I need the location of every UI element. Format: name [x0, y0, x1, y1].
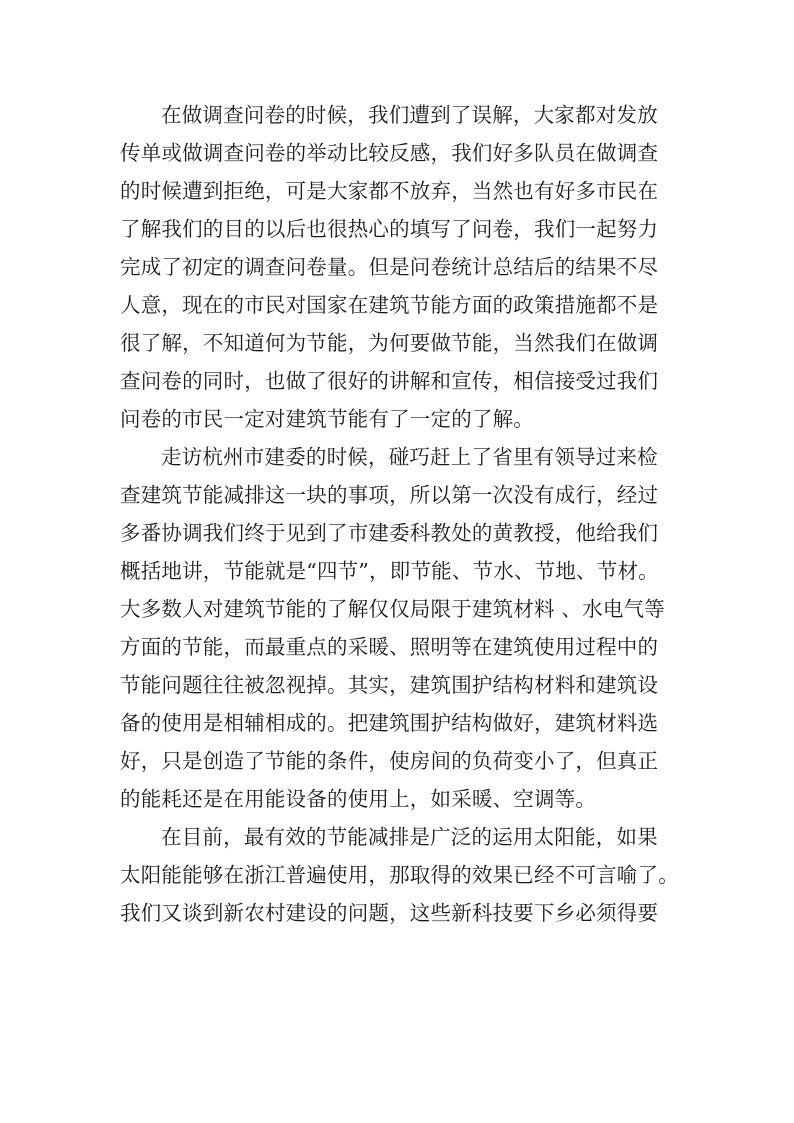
- paragraph-1-line-4: 了解我们的目的以后也很热心的填写了问卷，我们一起努力: [120, 217, 659, 241]
- paragraph-2-line-9: 好，只是创造了节能的条件，使房间的负荷变小了，但真正: [120, 749, 659, 773]
- paragraph-1-line-3: 的时候遭到拒绝，可是大家都不放弃，当然也有好多市民在: [120, 179, 659, 203]
- paragraph-2-line-6: 方面的节能，而最重点的采暖、照明等在建筑使用过程中的: [120, 635, 659, 659]
- paragraph-3-line-2: 太阳能能够在浙江普遍使用，那取得的效果已经不可言喻了。: [120, 863, 679, 887]
- paragraph-1-line-9: 问卷的市民一定对建筑节能有了一定的了解。: [120, 407, 534, 431]
- paragraph-1-line-7: 很了解，不知道何为节能，为何要做节能，当然我们在做调: [120, 331, 659, 355]
- paragraph-2-line-8: 备的使用是相辅相成的。把建筑围护结构做好，建筑材料选: [120, 711, 659, 735]
- paragraph-2-line-7: 节能问题往往被忽视掉。其实，建筑围护结构材料和建筑设: [120, 673, 659, 697]
- paragraph-3-line-1: 在目前，最有效的节能减排是广泛的运用太阳能，如果: [161, 825, 658, 849]
- paragraph-1-line-1: 在做调查问卷的时候，我们遭到了误解，大家都对发放: [161, 103, 658, 127]
- body-text: [120, 96, 680, 932]
- paragraph-1-line-8: 查问卷的同时，也做了很好的讲解和宣传，相信接受过我们: [120, 369, 659, 393]
- paragraph-2-line-1: 走访杭州市建委的时候，碰巧赶上了省里有领导过来检: [161, 445, 658, 469]
- paragraph-1-line-5: 完成了初定的调查问卷量。但是问卷统计总结后的结果不尽: [120, 255, 659, 279]
- paragraph-2-line-5: 大多数人对建筑节能的了解仅仅局限于建筑材料 、水电气等: [120, 597, 665, 621]
- paragraph-3-line-3: 我们又谈到新农村建设的问题，这些新科技要下乡必须得要: [120, 901, 659, 925]
- paragraph-2-line-3: 多番协调我们终于见到了市建委科教处的黄教授，他给我们: [120, 521, 659, 545]
- paragraph-1-line-2: 传单或做调查问卷的举动比较反感，我们好多队员在做调查: [120, 141, 659, 165]
- paragraph-2-line-2: 查建筑节能减排这一块的事项，所以第一次没有成行，经过: [120, 483, 659, 507]
- paragraph-1-line-6: 人意，现在的市民对国家在建筑节能方面的政策措施都不是: [120, 293, 659, 317]
- paragraph-2-line-10: 的能耗还是在用能设备的使用上，如采暖、空调等。: [120, 787, 597, 811]
- paragraph-2-line-4: 概括地讲，节能就是“四节”，即节能、节水、节地、节材。: [120, 559, 659, 583]
